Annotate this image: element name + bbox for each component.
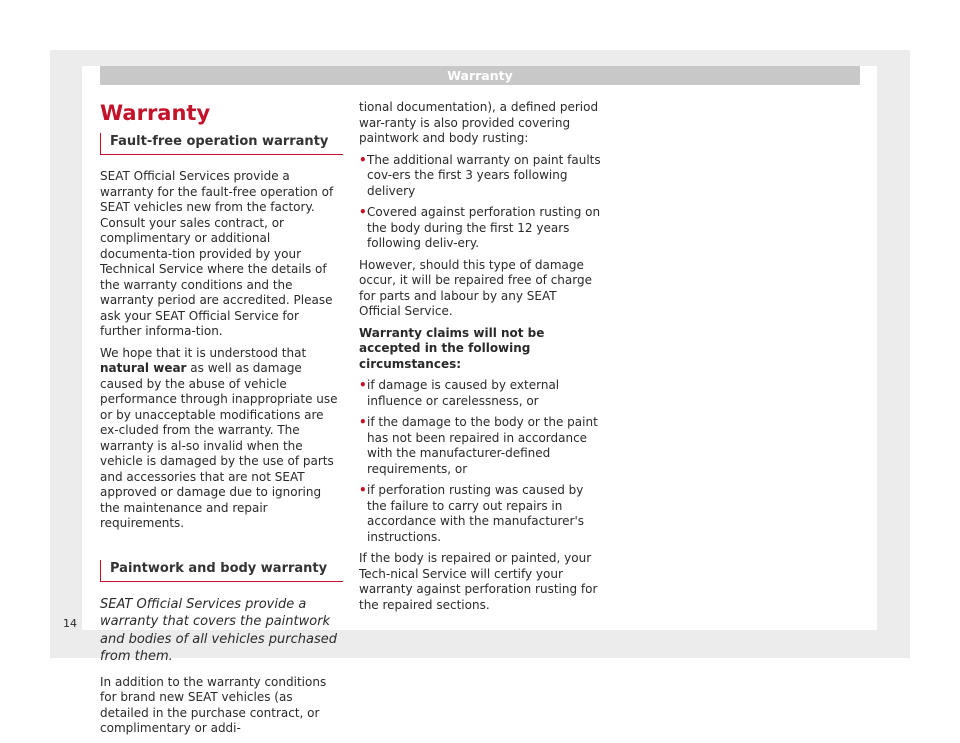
bullet-icon: • — [359, 483, 367, 497]
right-column — [359, 100, 602, 619]
bullet-icon: • — [359, 378, 367, 392]
bold-term: natural wear — [100, 361, 187, 375]
paragraph: However, should this type of damage occur, it will be repaired free of charge for parts and labour by any SEAT Official Service. — [359, 257, 592, 318]
paragraph-bold: Warranty claims will not be accepted in the following circumstances: — [359, 325, 545, 371]
list-item: • if the damage to the body or the paint has not been repaired in accordance with the manufacturer-defined requirements, or — [359, 415, 598, 476]
bullet-icon: • — [359, 205, 367, 219]
intro-paragraph: SEAT Official Services provide a warranty that covers the paintwork and bodies of all vehicles purchased from them. — [100, 596, 337, 664]
running-header: Warranty — [100, 66, 860, 85]
paragraph: In addition to the warranty conditions for brand new SEAT vehicles (as detailed in the purchase contract, or complimentary or addi- — [100, 674, 327, 735]
page-title: Warranty — [100, 101, 211, 125]
list-item: • The additional warranty on paint faults cov-ers the first 3 years following delivery — [359, 152, 601, 198]
section-heading-fault-free: Fault-free operation warranty — [100, 133, 343, 155]
list-item: • Covered against perforation rusting on the body during the first 12 years following deliv-ery. — [359, 205, 601, 250]
left-column — [100, 100, 343, 743]
paragraph-natural-wear: We hope that it is understood that natural wear as well as damage caused by the abuse of vehicle performance through inappropriate use or by unacceptable modifications are ex-cluded from the warranty. The warranty is al-so invalid when the vehicle is damaged by the use of parts and accessories that are not SEAT approved or damage due to ignoring the maintenance and repair requirements. — [100, 345, 338, 530]
list-item: • if damage is caused by external influence or carelessness, or — [359, 378, 560, 408]
bullet-icon: • — [359, 152, 367, 167]
paragraph: tional documentation), a defined period war-ranty is also provided covering paintwork and body rusting: — [359, 100, 599, 145]
section-heading-paintwork: Paintwork and body warranty — [100, 560, 343, 582]
paragraph: SEAT Official Services provide a warranty for the fault-free operation of SEAT vehicles new from the factory. Consult your sales contract, or complimentary or additional documenta-tion provided by your Technical Service where the details of the warranty conditions and the warranty period are accredited. Please ask your SEAT Official Service for further informa-tion. — [100, 169, 334, 338]
bullet-icon: • — [359, 415, 367, 429]
paragraph: If the body is repaired or painted, your Tech-nical Service will certify your warranty against perforation rusting for the repaired sections. — [359, 551, 598, 612]
page-number: 14 — [63, 617, 77, 630]
list-item: • if perforation rusting was caused by the failure to carry out repairs in accordance with the manufacturer's instructions. — [359, 483, 585, 544]
